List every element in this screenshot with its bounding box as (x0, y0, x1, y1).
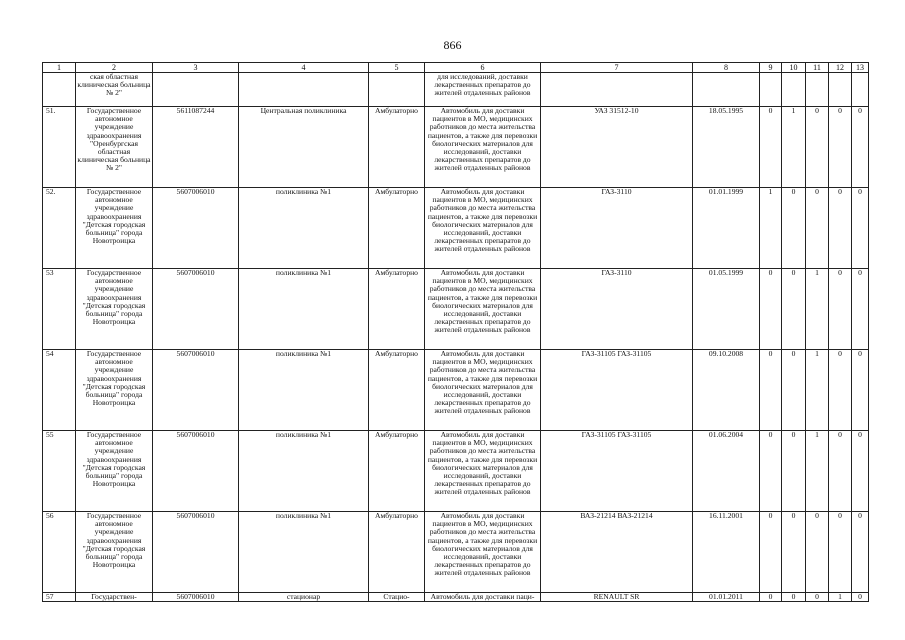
vehicle-model: RENAULT SR (541, 593, 693, 602)
table-row (43, 350, 869, 431)
inn-code: 5607006010 (153, 512, 239, 593)
department-name: Центральная поликлиника (239, 107, 369, 188)
column-number: 8 (693, 63, 760, 73)
table-row (43, 593, 869, 602)
vehicle-purpose: Автомобиль для доставки пациентов в МО, медицинских работников до места жительства пациентов, а также для перевозки биологических материалов для исследований, доставки лекарственных препаратов до жителей отдаленных районов (425, 107, 541, 188)
vehicle-purpose: Автомобиль для доставки пациентов в МО, медицинских работников до места жительства пациентов, а также для перевозки биологических материалов для исследований, доставки лекарственных препаратов до жителей отдаленных районов (425, 188, 541, 269)
care-type (369, 73, 425, 107)
count-col-12: 0 (829, 188, 852, 269)
row-number: 52. (43, 188, 76, 269)
vehicle-purpose: Автомобиль для доставки пациентов в МО, медицинских работников до места жительства пациентов, а также для перевозки биологических материалов для исследований, доставки лекарственных препаратов до жителей отдаленных районов (425, 431, 541, 512)
count-col-9 (760, 73, 782, 107)
count-col-13: 0 (852, 431, 869, 512)
organization-name: Государственное автономное учреждение здравоохранения "Детская городская больница" города Новотроицка (76, 269, 153, 350)
vehicle-purpose: Автомобиль для доставки пациентов в МО, медицинских работников до места жительства пациентов, а также для перевозки биологических материалов для исследований, доставки лекарственных препаратов до жителей отдаленных районов (425, 512, 541, 593)
column-number: 3 (153, 63, 239, 73)
row-number: 53 (43, 269, 76, 350)
column-number: 7 (541, 63, 693, 73)
page-number: 866 (443, 38, 462, 52)
vehicle-model: ГАЗ-3110 (541, 188, 693, 269)
inn-code: 5611087244 (153, 107, 239, 188)
row-number (43, 73, 76, 107)
count-col-13 (852, 73, 869, 107)
vehicle-date: 01.05.1999 (693, 269, 760, 350)
column-number: 12 (829, 63, 852, 73)
table-row (43, 269, 869, 350)
count-col-9: 0 (760, 512, 782, 593)
department-name: поликлиника №1 (239, 269, 369, 350)
count-col-12 (829, 73, 852, 107)
count-col-12: 0 (829, 269, 852, 350)
column-number: 5 (369, 63, 425, 73)
table-row (43, 188, 869, 269)
count-col-10: 0 (782, 188, 806, 269)
count-col-13: 0 (852, 107, 869, 188)
count-col-9: 0 (760, 107, 782, 188)
organization-name: Государствен- (76, 593, 153, 602)
row-number: 51. (43, 107, 76, 188)
count-col-9: 0 (760, 593, 782, 602)
count-col-9: 0 (760, 269, 782, 350)
organization-name: Государственное автономное учреждение здравоохранения "Детская городская больница" города Новотроицка (76, 188, 153, 269)
care-type: Амбулаторно (369, 188, 425, 269)
vehicle-purpose: для исследований, доставки лекарственных препаратов до жителей отдаленных районов (425, 73, 541, 107)
count-col-10: 0 (782, 512, 806, 593)
count-col-13: 0 (852, 593, 869, 602)
count-col-11: 1 (806, 269, 829, 350)
vehicle-purpose: Автомобиль для доставки пациентов в МО, медицинских работников до места жительства пациентов, а также для перевозки биологических материалов для исследований, доставки лекарственных препаратов до жителей отдаленных районов (425, 350, 541, 431)
count-col-10 (782, 73, 806, 107)
count-col-10: 0 (782, 350, 806, 431)
vehicle-date: 01.06.2004 (693, 431, 760, 512)
department-name: стационар (239, 593, 369, 602)
inn-code: 5607006010 (153, 431, 239, 512)
inn-code (153, 73, 239, 107)
vehicle-date: 09.10.2008 (693, 350, 760, 431)
vehicle-purpose: Автомобиль для доставки пациентов в МО, медицинских работников до места жительства пациентов, а также для перевозки биологических материалов для исследований, доставки лекарственных препаратов до жителей отдаленных районов (425, 269, 541, 350)
row-number: 55 (43, 431, 76, 512)
column-number: 9 (760, 63, 782, 73)
vehicle-model (541, 73, 693, 107)
vehicle-model: ГАЗ-31105 ГАЗ-31105 (541, 350, 693, 431)
table-row (43, 73, 869, 107)
column-number: 2 (76, 63, 153, 73)
department-name: поликлиника №1 (239, 512, 369, 593)
care-type: Амбулаторно (369, 431, 425, 512)
inn-code: 5607006010 (153, 188, 239, 269)
department-name: поликлиника №1 (239, 350, 369, 431)
row-number: 54 (43, 350, 76, 431)
vehicle-model: ГАЗ-3110 (541, 269, 693, 350)
count-col-11: 1 (806, 431, 829, 512)
count-col-12: 0 (829, 350, 852, 431)
vehicle-date: 01.01.2011 (693, 593, 760, 602)
vehicle-date: 16.11.2001 (693, 512, 760, 593)
care-type: Амбулаторно (369, 512, 425, 593)
organization-name: Государственное автономное учреждение здравоохранения "Детская городская больница" города Новотроицка (76, 431, 153, 512)
department-name: поликлиника №1 (239, 188, 369, 269)
count-col-12: 0 (829, 107, 852, 188)
inn-code: 5607006010 (153, 593, 239, 602)
vehicle-date: 18.05.1995 (693, 107, 760, 188)
row-number: 57 (43, 593, 76, 602)
count-col-12: 1 (829, 593, 852, 602)
count-col-10: 0 (782, 593, 806, 602)
vehicle-date (693, 73, 760, 107)
count-col-11: 0 (806, 188, 829, 269)
column-number: 1 (43, 63, 76, 73)
column-number-row (43, 63, 869, 73)
count-col-13: 0 (852, 269, 869, 350)
row-number: 56 (43, 512, 76, 593)
count-col-11: 1 (806, 350, 829, 431)
vehicle-table (42, 62, 869, 602)
count-col-10: 1 (782, 107, 806, 188)
organization-name: Государственное автономное учреждение здравоохранения "Детская городская больница" города Новотроицка (76, 512, 153, 593)
department-name: поликлиника №1 (239, 431, 369, 512)
department-name (239, 73, 369, 107)
count-col-9: 0 (760, 350, 782, 431)
vehicle-purpose: Автомобиль для доставки паци- (425, 593, 541, 602)
care-type: Амбулаторно (369, 269, 425, 350)
vehicle-date: 01.01.1999 (693, 188, 760, 269)
organization-name: ская областная клиническая больница № 2" (76, 73, 153, 107)
vehicle-model: ВАЗ-21214 ВАЗ-21214 (541, 512, 693, 593)
count-col-11: 0 (806, 593, 829, 602)
count-col-13: 0 (852, 512, 869, 593)
column-number: 13 (852, 63, 869, 73)
count-col-11 (806, 73, 829, 107)
inn-code: 5607006010 (153, 350, 239, 431)
count-col-10: 0 (782, 431, 806, 512)
count-col-12: 0 (829, 431, 852, 512)
table-row (43, 431, 869, 512)
column-number: 6 (425, 63, 541, 73)
organization-name: Государственное автономное учреждение здравоохранения "Оренбургская областная клиническая больница № 2" (76, 107, 153, 188)
care-type: Стацио- (369, 593, 425, 602)
organization-name: Государственное автономное учреждение здравоохранения "Детская городская больница" города Новотроицка (76, 350, 153, 431)
vehicle-model: ГАЗ-31105 ГАЗ-31105 (541, 431, 693, 512)
column-number: 4 (239, 63, 369, 73)
count-col-11: 0 (806, 107, 829, 188)
count-col-9: 0 (760, 431, 782, 512)
care-type: Амбулаторно (369, 107, 425, 188)
count-col-12: 0 (829, 512, 852, 593)
table-row (43, 107, 869, 188)
vehicle-model: УАЗ 31512-10 (541, 107, 693, 188)
table-row (43, 512, 869, 593)
count-col-10: 0 (782, 269, 806, 350)
count-col-13: 0 (852, 188, 869, 269)
count-col-13: 0 (852, 350, 869, 431)
count-col-11: 0 (806, 512, 829, 593)
column-number: 10 (782, 63, 806, 73)
care-type: Амбулаторно (369, 350, 425, 431)
column-number: 11 (806, 63, 829, 73)
inn-code: 5607006010 (153, 269, 239, 350)
count-col-9: 1 (760, 188, 782, 269)
